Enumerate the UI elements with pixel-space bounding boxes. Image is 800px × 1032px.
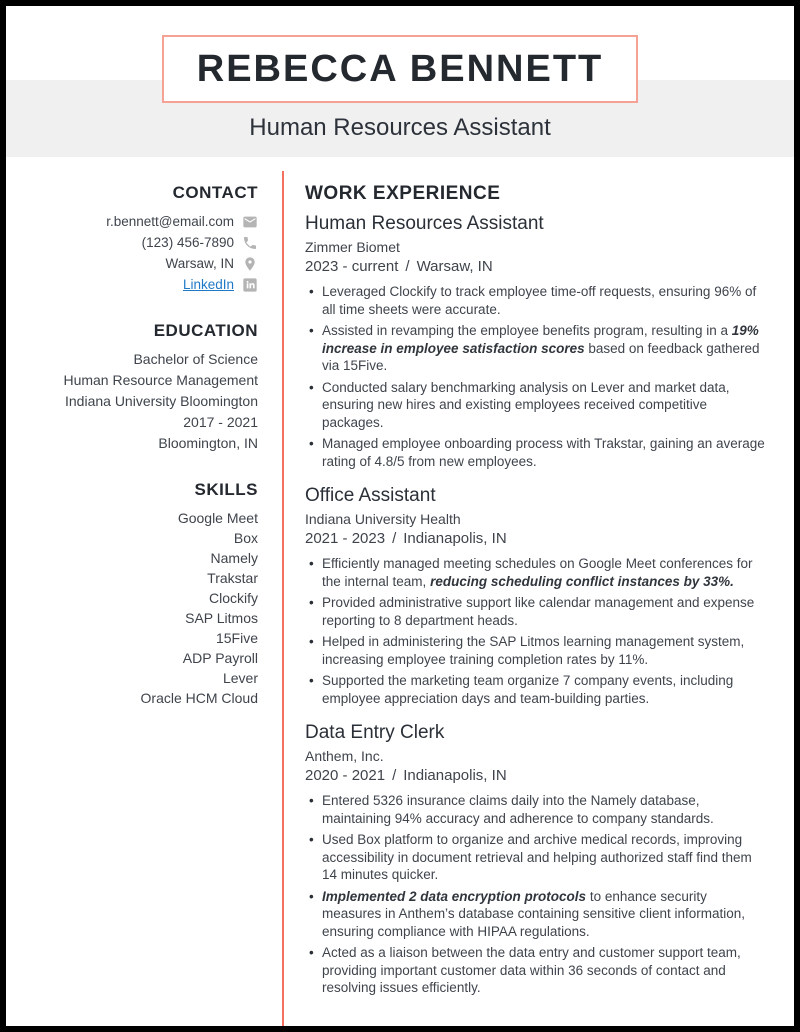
contact-text: (123) 456-7890 — [141, 235, 234, 250]
job-dates-location — [305, 257, 768, 277]
job-entry — [305, 212, 768, 470]
skill-item: Namely — [210, 550, 258, 566]
bullet-text: to enhance security measures in Anthem’s database containing sensitive client information, ensuring compliance with HIPAA regulations. — [322, 888, 745, 939]
job-headline: Human Resources Assistant — [249, 114, 551, 141]
resume-body — [6, 157, 794, 1026]
job-dates-location — [305, 766, 768, 786]
company-name: Indiana University Health — [305, 511, 461, 527]
work-experience-section — [284, 171, 794, 1026]
skills-section-title: SKILLS — [194, 480, 258, 499]
bullet-text: based on feedback gathered via 15Five. — [322, 340, 760, 373]
bullet-emphasis: Implemented 2 data encryption protocols — [322, 888, 587, 904]
job-entry — [305, 484, 768, 707]
job-entry — [305, 721, 768, 997]
skills-list — [24, 508, 258, 708]
contact-item — [24, 274, 258, 295]
contact-section-title: CONTACT — [172, 183, 258, 202]
bullet-item — [305, 555, 768, 590]
dates-separator: / — [392, 530, 397, 547]
job-dates-location — [305, 529, 768, 549]
bullet-text: Leveraged Clockify to track employee time-off requests, ensuring 96% of all time sheets were accurate. — [322, 284, 757, 317]
bullet-item — [305, 888, 768, 941]
bullet-item — [305, 283, 768, 318]
bullet-item — [305, 322, 768, 375]
skill-item: Trakstar — [207, 570, 258, 586]
job-dates: 2023 - current — [305, 258, 399, 275]
education-line: Bachelor of Science — [133, 351, 258, 367]
skill-item: Lever — [222, 670, 258, 686]
phone-icon — [242, 235, 258, 251]
envelope-icon — [242, 214, 258, 230]
job-location: Indianapolis, IN — [403, 767, 507, 784]
bullet-text: Conducted salary benchmarking analysis on Lever and market data, ensuring new hires and existing employees received competitive packages. — [322, 379, 730, 430]
job-dates: 2021 - 2023 — [305, 530, 386, 547]
bullet-item — [305, 944, 768, 997]
skill-item: Google Meet — [177, 510, 258, 526]
job-dates: 2020 - 2021 — [305, 767, 386, 784]
education-line: Bloomington, IN — [158, 435, 258, 451]
bullet-text: Used Box platform to organize and archive medical records, improving accessibility in document retrieval and helping authorized staff find them 14 minutes quicker. — [322, 832, 752, 882]
bullet-text: Entered 5326 insurance claims daily into the Namely database, maintaining 94% accuracy and adherence to company standards. — [322, 793, 714, 826]
job-location: Warsaw, IN — [416, 258, 493, 275]
bullet-item — [305, 594, 768, 629]
contact-item — [24, 232, 258, 253]
education-line: 2017 - 2021 — [183, 414, 258, 430]
bullet-item — [305, 633, 768, 668]
skill-item: ADP Payroll — [182, 650, 258, 666]
education-line: Human Resource Management — [63, 372, 258, 388]
linkedin-icon[interactable] — [242, 277, 258, 293]
resume-header — [6, 6, 794, 157]
person-name: REBECCA BENNETT — [196, 47, 604, 90]
contact-text: Warsaw, IN — [165, 256, 234, 271]
job-title: Office Assistant — [305, 485, 436, 506]
bullet-list — [305, 555, 768, 707]
bullet-item — [305, 672, 768, 707]
bullet-text: Acted as a liaison between the data entry and customer support team, providing important customer data within 36 seconds of contact and resolving issues efficiently. — [322, 945, 741, 995]
bullet-item — [305, 435, 768, 470]
dates-separator: / — [405, 258, 410, 275]
bullet-text: Efficiently managed meeting schedules on Google Meet conferences for the internal team, — [322, 556, 753, 589]
bullet-text: Provided administrative support like calendar management and expense reporting to 8 department heads. — [322, 595, 755, 628]
bullet-text: Assisted in revamping the employee benefits program, resulting in a — [322, 323, 732, 338]
contact-item — [24, 253, 258, 274]
education-line: Indiana University Bloomington — [65, 393, 258, 409]
skill-item: SAP Litmos — [185, 610, 258, 626]
skill-item: 15Five — [215, 630, 258, 646]
bullet-emphasis: 19% increase in employee satisfaction scores — [322, 323, 759, 356]
bullet-list — [305, 792, 768, 997]
work-experience-title: WORK EXPERIENCE — [305, 183, 501, 204]
bullet-item — [305, 379, 768, 432]
location-pin-icon — [242, 256, 258, 272]
skill-item: Clockify — [208, 590, 258, 606]
name-box — [162, 35, 638, 103]
bullet-item — [305, 792, 768, 827]
company-name: Anthem, Inc. — [305, 748, 384, 764]
linkedin-link[interactable]: LinkedIn — [182, 277, 234, 292]
bullet-list — [305, 283, 768, 470]
skill-item: Oracle HCM Cloud — [140, 690, 258, 706]
bullet-emphasis: reducing scheduling conflict instances by 33%. — [430, 573, 734, 589]
bullet-text: Helped in administering the SAP Litmos learning management system, increasing employee training completion rates by 11%. — [322, 634, 745, 667]
bullet-item — [305, 831, 768, 884]
contact-item — [24, 211, 258, 232]
contact-list — [24, 211, 258, 295]
education-section-title: EDUCATION — [153, 321, 258, 340]
job-location: Indianapolis, IN — [403, 530, 507, 547]
bullet-text: Supported the marketing team organize 7 company events, including employee appreciation days and team-building parties. — [322, 673, 734, 706]
education-lines — [24, 349, 258, 454]
job-title: Human Resources Assistant — [305, 213, 544, 234]
skill-item: Box — [233, 530, 258, 546]
contact-text: r.bennett@email.com — [106, 214, 234, 229]
company-name: Zimmer Biomet — [305, 239, 400, 255]
job-title: Data Entry Clerk — [305, 722, 445, 743]
sidebar — [6, 171, 258, 1026]
bullet-text: Managed employee onboarding process with Trakstar, gaining an average rating of 4.8/5 from new employees. — [322, 436, 765, 469]
dates-separator: / — [392, 767, 397, 784]
jobs-container — [305, 212, 768, 997]
